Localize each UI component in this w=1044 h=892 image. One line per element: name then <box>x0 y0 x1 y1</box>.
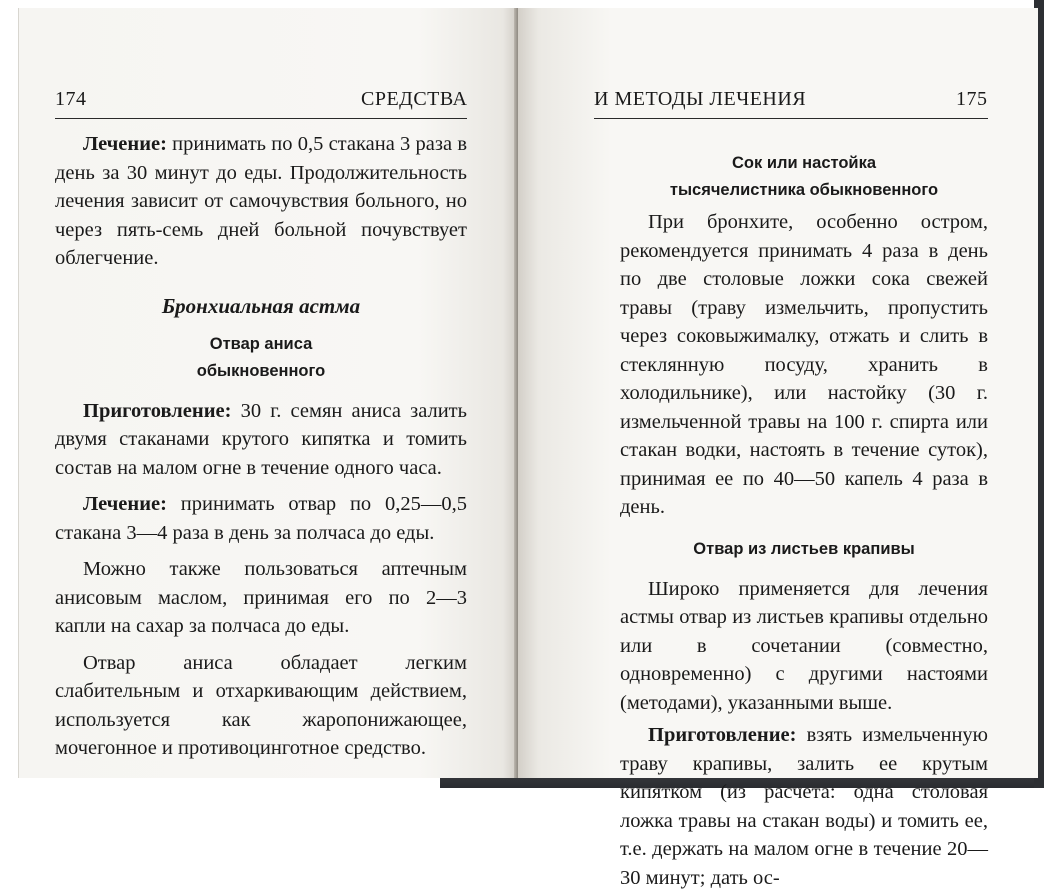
left-page <box>18 8 518 778</box>
left-header-rule <box>55 118 467 119</box>
left-paragraph-4: Можно также пользоваться аптечным анисовым маслом, принимая его по 2—3 капли на сахар за полчаса до еды. <box>55 558 467 637</box>
left-paragraph-3 <box>55 490 467 547</box>
right-header-rule <box>594 118 988 119</box>
right-paragraph-3 <box>620 721 988 892</box>
recipe-title <box>620 152 988 202</box>
right-page-text <box>620 152 988 892</box>
left-page-number: 174 <box>55 88 87 110</box>
paragraph-text: принимать по 0,5 стакана 3 раза в день за 30 минут до еды. Продолжительность лечения зависит от самочувствия больного, но через пять-семь дней больной почувствует облегчение. <box>55 133 467 269</box>
recipe-title-line-1: Отвар аниса <box>209 334 313 353</box>
recipe-title-line-1: Сок или настойка <box>731 154 877 172</box>
label-preparation: Приготовление: <box>648 724 797 746</box>
paragraph-text: взять измельченную траву крапивы, залить ее крутым кипятком (из расчета: одна столовая ложка травы на стакан воды) и томить ее, т.е. держать на малом огне в течение 20—30 минут; дать ос- <box>620 724 988 889</box>
right-running-head: И МЕТОДЫ ЛЕЧЕНИЯ <box>594 88 807 110</box>
label-treatment: Лечение: <box>83 133 167 155</box>
paragraph-text: принимать отвар по 0,25—0,5 стакана 3—4 раза в день за полчаса до еды. <box>55 493 467 544</box>
left-paragraph-2 <box>55 397 467 483</box>
left-paragraph-1 <box>55 130 467 273</box>
section-title: Бронхиальная астма <box>161 293 361 318</box>
left-page-text <box>55 130 467 763</box>
label-treatment: Лечение: <box>83 493 167 515</box>
label-preparation: Приготовление: <box>83 399 232 422</box>
right-paragraph-1: При бронхите, особенно остром, рекомендуется принимать 4 раза в день по две столовые ложки сока свежей травы (траву измельчить, пропустить через соковыжималку, отжать и слить в стеклянную посуду, хранить в холодильнике), или настойку (30 г. измельченной травы на 100 г. спирта или стакан водки, настоять в течение суток), принимая ее по 40—50 капель 4 раза в день. <box>620 211 988 518</box>
right-page-number: 175 <box>956 88 988 110</box>
recipe-title-line-2: обыкновенного <box>196 361 326 380</box>
right-paragraph-2: Широко применяется для лечения астмы отвар из листьев крапивы отдельно или в сочетании (совместно, одновременно) с другими настоями (методами), указанными выше. <box>620 577 988 714</box>
left-running-head: СРЕДСТВА <box>361 88 468 110</box>
recipe-title-line-2: тысячелистника обыкновенного <box>669 181 939 199</box>
recipe-title: Отвар из листьев крапивы <box>693 539 915 558</box>
right-page <box>518 8 1038 889</box>
left-paragraph-5: Отвар аниса обладает легким слабительным и отхаркивающим действием, используется как жаропонижающее, мочегонное и противоцинготное средство. <box>55 651 467 759</box>
paragraph-text: 30 г. семян аниса залить двумя стаканами крутого кипятка и томить состав на малом огне в течение одного часа. <box>55 399 467 479</box>
recipe-title <box>55 333 467 383</box>
